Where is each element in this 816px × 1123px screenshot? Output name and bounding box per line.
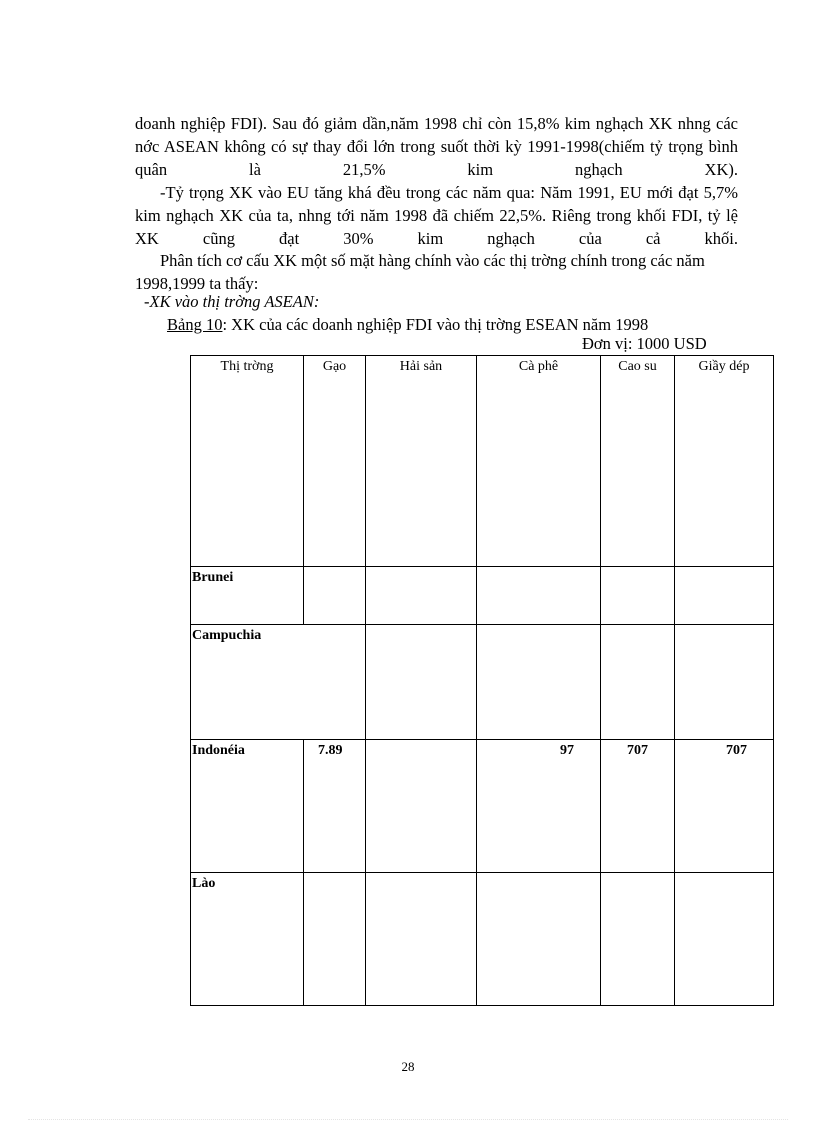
header-seafood: Hải sản (366, 356, 477, 567)
header-coffee: Cà phê (477, 356, 601, 567)
table-header-row (191, 356, 774, 567)
cell-rubber: 707 (601, 740, 675, 873)
cell-footwear: 707 (675, 740, 774, 873)
cell-rubber (601, 625, 675, 740)
cell-market: Campuchia (191, 625, 366, 740)
cell-seafood (366, 740, 477, 873)
cell-rice: 7.89 (304, 740, 366, 873)
paragraph-fdi-decline: doanh nghiệp FDI). Sau đó giảm dần,năm 1998 chỉ còn 15,8% kim nghạch XK nhng các nớc ASEAN không có sự thay đổi lớn trong suốt thời kỳ 1991-1998(chiếm tỷ trọng bình quân là 21,5% kim nghạch XK). (135, 114, 738, 179)
footer-divider (28, 1119, 788, 1120)
cell-market: Brunei (191, 567, 304, 625)
cell-rice (304, 873, 366, 1006)
cell-rubber (601, 567, 675, 625)
cell-coffee: 97 (477, 740, 601, 873)
table-caption-label: Bảng 10 (167, 315, 223, 334)
export-table (190, 355, 774, 1006)
table-caption-text: : XK của các doanh nghiệp FDI vào thị trờng ESEAN năm 1998 (222, 315, 649, 334)
cell-market: Lào (191, 873, 304, 1006)
header-rubber: Cao su (601, 356, 675, 567)
cell-footwear (675, 873, 774, 1006)
table-row (191, 740, 774, 873)
cell-seafood (366, 873, 477, 1006)
table-unit: Đơn vị: 1000 USD (582, 334, 707, 353)
cell-rice (304, 567, 366, 625)
paragraph-eu-share: -Tỷ trọng XK vào EU tăng khá đều trong các năm qua: Năm 1991, EU mới đạt 5,7% kim nghạch XK của ta, nhng tới năm 1998 đã chiếm 22,5%. Riêng trong khối FDI, tỷ lệ XK cũng đạt 30% kim nghạch của cả khối. (135, 183, 738, 248)
cell-coffee (477, 625, 601, 740)
table-row (191, 873, 774, 1006)
table-row (191, 567, 774, 625)
table-row (191, 625, 774, 740)
cell-footwear (675, 567, 774, 625)
cell-coffee (477, 873, 601, 1006)
table-caption (167, 315, 648, 335)
cell-footwear (675, 625, 774, 740)
cell-coffee (477, 567, 601, 625)
header-market: Thị trờng (191, 356, 304, 567)
header-footwear: Giầy dép (675, 356, 774, 567)
section-heading-asean: -XK vào thị trờng ASEAN: (144, 292, 320, 311)
page-number: 28 (401, 1059, 415, 1074)
cell-seafood (366, 625, 477, 740)
cell-seafood (366, 567, 477, 625)
cell-rubber (601, 873, 675, 1006)
header-rice: Gạo (304, 356, 366, 567)
cell-market: Indonéia (191, 740, 304, 873)
paragraph-analysis-intro: Phân tích cơ cấu XK một số mặt hàng chính vào các thị trờng chính trong các năm 1998,1999 ta thấy: (135, 251, 705, 293)
